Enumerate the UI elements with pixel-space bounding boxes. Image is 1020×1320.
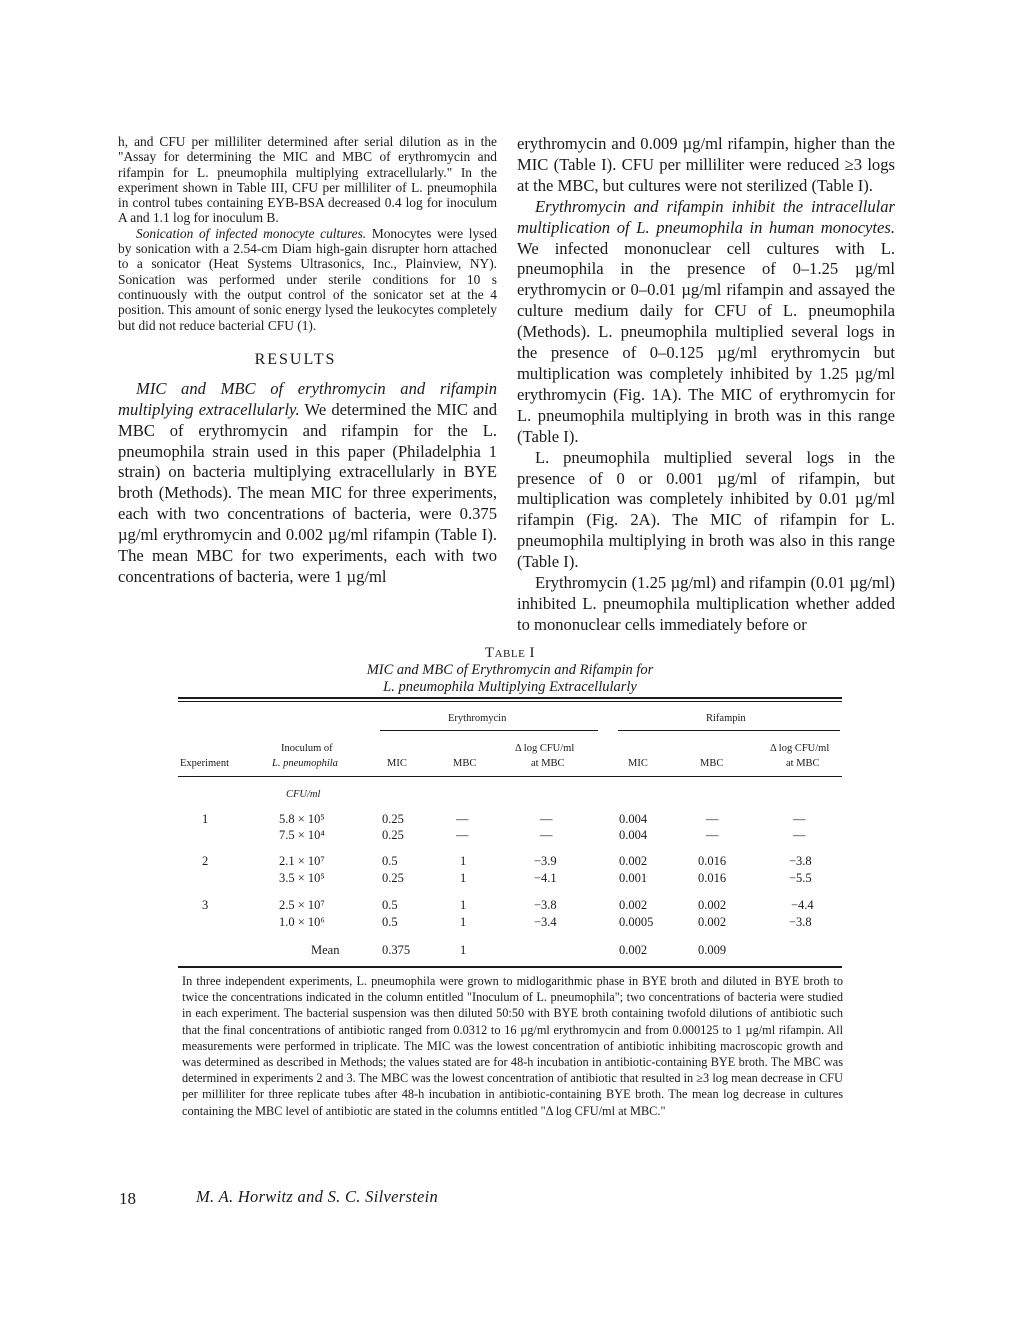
table-cell-inoculum: 7.5 × 10⁴ <box>279 828 325 842</box>
table-cell-experiment: 1 <box>202 812 209 826</box>
table-cell-rif-dlog: −3.8 <box>789 854 812 868</box>
units-label: CFU/ml <box>286 789 321 800</box>
table-cell-rif-dlog: — <box>793 812 806 826</box>
table-mean-ery-mbc: 1 <box>460 943 467 957</box>
table-cell-rif-mic: 0.002 <box>619 854 648 868</box>
page-number: 18 <box>119 1189 136 1208</box>
table-cell-ery-mic: 0.25 <box>382 812 404 826</box>
table-cell-inoculum: 2.1 × 10⁷ <box>279 854 325 868</box>
table-cell-rif-mic: 0.002 <box>619 898 648 912</box>
table-cell-ery-dlog: −4.1 <box>534 871 557 885</box>
table-footnote-text: In three independent experiments, L. pneumophila were grown to midlogarithmic phase in BYE broth and diluted in BYE broth to twice the concentrations indicated in the column entitled "Inoculum of L. pneumophila"; two concentrations of bacteria were studied in each experiment. The bacterial suspension was then diluted 50:50 with BYE broth containing twofold dilutions of antibiotic such that the final concentrations of antibiotic ranged from 0.0312 to 16 µg/ml erythromycin and from 0.000125 to 1 µg/ml rifampin. All measurements were performed in triplicate. The MIC was the lowest concentration of antibiotic inhibiting macroscopic growth and was determined as described in Methods; the values stated are for 48-h incubation in antibiotic-containing BYE broth. The MBC was determined in experiments 2 and 3. The MBC was the lowest concentration of antibiotic that resulted in ≥3 log mean decrease in CFU per milliliter for three replicate tubes after 48-h incubation in antibiotic-containing BYE broth. The mean log decrease in cultures containing the MBC level of antibiotic are stated in the columns entitled "Δ log CFU/ml at MBC." <box>182 974 843 1118</box>
table-caption-line2: L. pneumophila Multiplying Extracellularly <box>383 679 637 695</box>
methods-paragraph-sonication <box>118 226 497 333</box>
table-header-rule <box>178 776 842 777</box>
sonication-run-in-heading: Sonication of infected monocyte cultures. <box>136 225 367 241</box>
intracellular-run-in-heading: Erythromycin and rifampin inhibit the intracellular multiplication of L. pneumophila in human monocytes. <box>517 196 895 237</box>
left-column <box>118 134 497 588</box>
table-label: Table I <box>484 645 536 661</box>
table-cell-ery-mbc: 1 <box>460 898 467 912</box>
results-paragraph-intracellular <box>517 197 895 448</box>
table-cell-ery-mbc: 1 <box>460 871 467 885</box>
table-cell-rif-mbc: — <box>706 812 719 826</box>
table-cell-ery-mic: 0.5 <box>382 898 398 912</box>
rifampin-dlog-header-line1: Δ log CFU/ml <box>770 743 830 754</box>
table-cell-inoculum: 1.0 × 10⁶ <box>279 915 325 929</box>
inoculum-header-line2: L. pneumophila <box>272 758 338 769</box>
table-top-rule <box>178 697 842 699</box>
table-cell-inoculum: 2.5 × 10⁷ <box>279 898 325 912</box>
erythromycin-dlog-header-line2: at MBC <box>531 758 565 769</box>
table-mean-label: Mean <box>311 943 340 957</box>
intracellular-body: We infected mononuclear cell cultures with L. pneumophila in the presence of 0–1.25 µg/ml erythromycin or 0–0.01 µg/ml rifampin and assayed the culture medium daily for CFU of L. pneumophila (Methods). L. pneumophila multiplied several logs in the presence of 0–0.125 µg/ml erythromycin but multiplication was completely inhibited by 1.25 µg/ml erythromycin (Fig. 1A). The MIC of erythromycin for L. pneumophila multiplying in broth was in this range (Table I). <box>517 238 895 446</box>
results-paragraph-rifampin: L. pneumophila multiplied several logs in the presence of 0 or 0.001 µg/ml of rifampin, but multiplication was completely inhibited by 0.01 µg/ml rifampin (Fig. 2A). The MIC of rifampin for L. pneumophila multiplying in broth was also in this range (Table I). <box>517 447 895 572</box>
table-cell-rif-mic: 0.001 <box>619 871 648 885</box>
table-cell-rif-mic: 0.004 <box>619 828 648 842</box>
rifampin-mbc-header: MBC <box>700 758 724 769</box>
table-cell-ery-dlog: −3.8 <box>534 898 557 912</box>
rifampin-dlog-header-line2: at MBC <box>786 758 820 769</box>
table-cell-ery-mbc: — <box>456 812 469 826</box>
table-cell-rif-mbc: 0.016 <box>698 854 727 868</box>
table-cell-ery-dlog: −3.4 <box>534 915 557 929</box>
running-head-authors: M. A. Horwitz and S. C. Silverstein <box>196 1187 439 1206</box>
table-cell-ery-dlog: −3.9 <box>534 854 557 868</box>
experiment-header: Experiment <box>180 758 229 769</box>
rifampin-mic-header: MIC <box>628 758 648 769</box>
results-paragraph-continued: erythromycin and 0.009 µg/ml rifampin, higher than the MIC (Table I). CFU per milliliter were reduced ≥3 logs at the MBC, but cultures were not sterilized (Table I). <box>517 134 895 195</box>
rifampin-group-header: Rifampin <box>706 713 746 724</box>
erythromycin-group-header: Erythromycin <box>448 713 507 724</box>
results-paragraph-mic-mbc <box>118 379 497 588</box>
mic-mbc-run-in-heading: MIC and MBC of erythromycin and rifampin multiplying extracellularly. <box>118 378 497 419</box>
table-cell-inoculum: 5.8 × 10⁵ <box>279 812 325 826</box>
table-cell-rif-dlog: — <box>793 828 806 842</box>
erythromycin-mic-header: MIC <box>387 758 407 769</box>
table-cell-rif-mbc: — <box>706 828 719 842</box>
table-cell-ery-mbc: 1 <box>460 854 467 868</box>
table-cell-ery-mic: 0.5 <box>382 854 398 868</box>
table-cell-rif-mic: 0.0005 <box>619 915 654 929</box>
table-cell-ery-mic: 0.5 <box>382 915 398 929</box>
table-mean-rif-mbc: 0.009 <box>698 943 727 957</box>
erythromycin-mbc-header: MBC <box>453 758 477 769</box>
table-cell-ery-mic: 0.25 <box>382 828 404 842</box>
table-cell-inoculum: 3.5 × 10⁵ <box>279 871 325 885</box>
erythromycin-dlog-header-line1: Δ log CFU/ml <box>515 743 575 754</box>
results-paragraph-inhibition: Erythromycin (1.25 µg/ml) and rifampin (0.01 µg/ml) inhibited L. pneumophila multiplication whether added to mononuclear cells immediately before or <box>517 573 895 634</box>
table-bottom-rule <box>178 966 842 968</box>
table-cell-rif-mbc: 0.016 <box>698 871 727 885</box>
table-cell-rif-dlog: −3.8 <box>789 915 812 929</box>
table-cell-rif-mbc: 0.002 <box>698 915 727 929</box>
table-cell-ery-mic: 0.25 <box>382 871 404 885</box>
table-cell-rif-dlog: −4.4 <box>791 898 814 912</box>
erythromycin-group-rule <box>380 730 598 731</box>
rifampin-group-rule <box>618 730 840 731</box>
methods-paragraph-dilution: h, and CFU per milliliter determined after serial dilution as in the "Assay for determining the MIC and MBC of erythromycin and rifampin for L. pneumophila multiplying extracellularly." In the experiment shown in Table III, CFU per milliliter of L. pneumophila in control tubes containing EYB-BSA decreased 0.4 log for inoculum A and 1.1 log for inoculum B. <box>118 134 497 226</box>
table-mean-rif-mic: 0.002 <box>619 943 648 957</box>
sonication-body: Monocytes were lysed by sonication with a 2.54-cm Diam high-gain disrupter horn attached to a sonicator (Heat Systems Ultrasonics, Inc., Plainview, NY). Sonication was performed under sterile conditions for 10 s continuously with the output control of the sonicator set at the 4 position. This amount of sonic energy lysed the leukocytes completely but did not reduce bacterial CFU (1). <box>118 225 497 333</box>
table-footnote <box>182 973 843 1119</box>
table-mean-ery-mic: 0.375 <box>382 943 411 957</box>
table-cell-ery-mbc: 1 <box>460 915 467 929</box>
results-heading: RESULTS <box>254 350 337 368</box>
table-cell-rif-dlog: −5.5 <box>789 871 812 885</box>
mic-mbc-body: We determined the MIC and MBC of erythromycin and rifampin for the L. pneumophila strain used in this paper (Philadelphia 1 strain) on bacteria multiplying extracellularly in BYE broth (Methods). The mean MIC for three experiments, each with two concentrations of bacteria, were 0.375 µg/ml erythromycin and 0.002 µg/ml rifampin (Table I). The mean MBC for two experiments, each with two concentrations of bacteria, were 1 µg/ml <box>118 399 498 587</box>
table-cell-rif-mic: 0.004 <box>619 812 648 826</box>
right-column <box>517 134 895 636</box>
table-cell-experiment: 2 <box>202 854 209 868</box>
table-cell-experiment: 3 <box>202 898 209 912</box>
table-title <box>290 645 730 696</box>
table-caption-line1: MIC and MBC of Erythromycin and Rifampin for <box>366 662 654 678</box>
table-cell-rif-mbc: 0.002 <box>698 898 727 912</box>
table-top-rule-inner <box>178 701 842 702</box>
inoculum-header-line1: Inoculum of <box>281 743 333 754</box>
table-cell-ery-dlog: — <box>540 812 553 826</box>
table-cell-ery-mbc: — <box>456 828 469 842</box>
table-cell-ery-dlog: — <box>540 828 553 842</box>
